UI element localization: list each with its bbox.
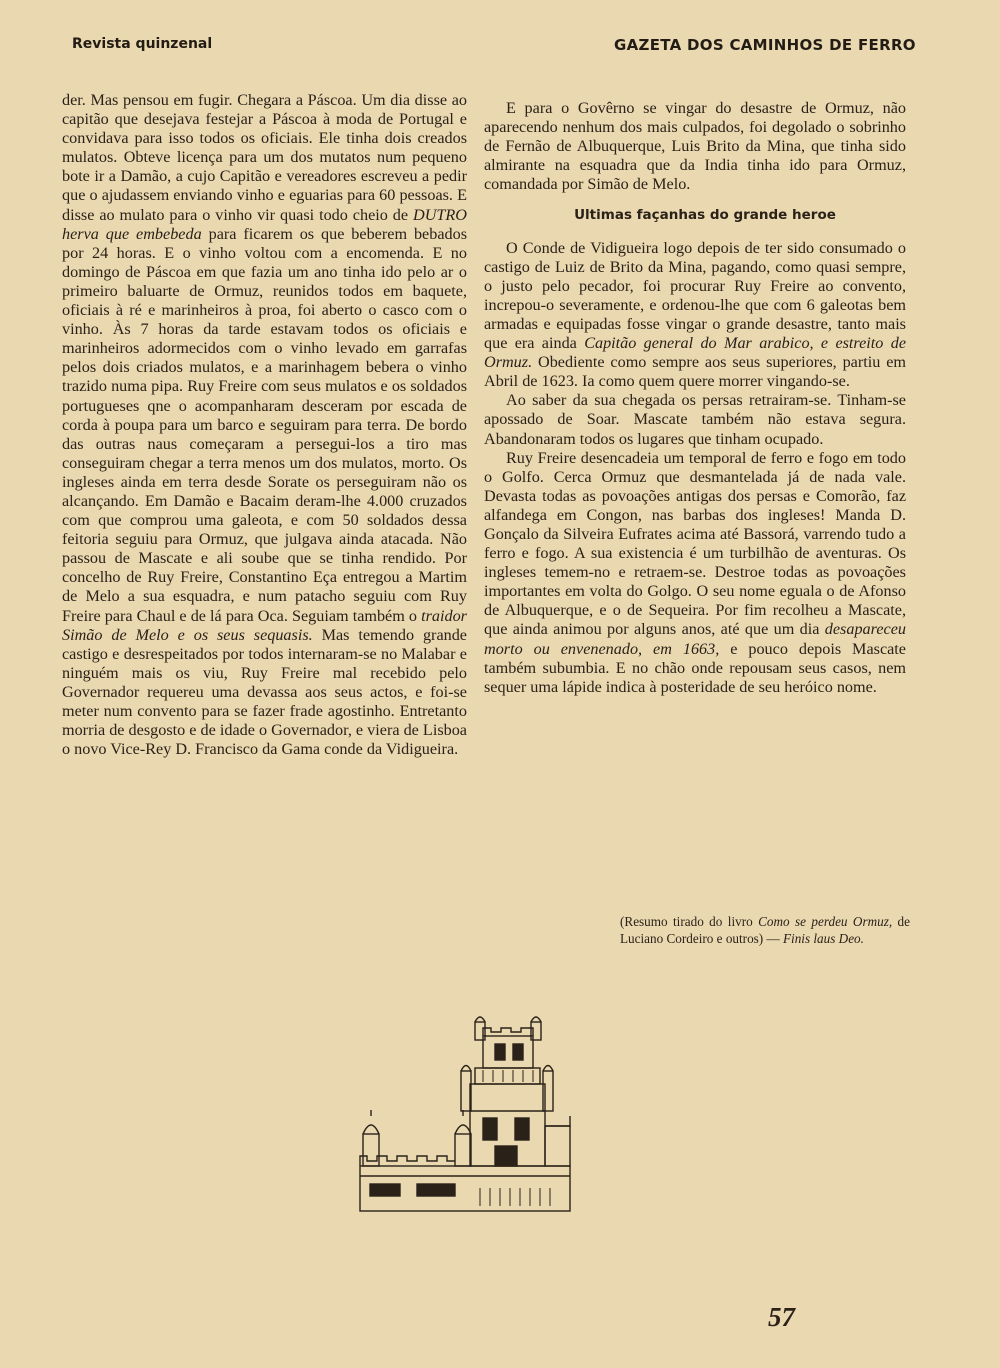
right-paragraph-3: Ao saber da sua chegada os persas retrairam-se. Tinham-se apossado de Soar. Mascate também não estava segura. Abandonaram todos os lugares que tinham ocupado. [484, 391, 906, 448]
right-paragraph-2: O Conde de Vidigueira logo depois de ter sido consumado o castigo de Luiz de Brito da Mina, pagando, como quasi sempre, o justo pelo pecador, foi procurar Ruy Freire ao convento, increpou-o severamente, e ordenou-lhe que com 6 galeotas bem armadas e equipadas fosse vingar o grande desastre, tanto mais que era ainda Capitão general do Mar arabico, e estreito de Ormuz. Obediente como sempre aos seus superiores, partiu em Abril de 1623. Ia como quem quere morrer vingando-se. [484, 238, 907, 391]
italic-phrase: traidor Simão de Melo e os seus sequasis. [62, 606, 467, 644]
source-note: (Resumo tirado do livro Como se perdeu Ormuz, de Luciano Cordeiro e outros) — Finis laus Deo. [620, 914, 910, 946]
italic-phrase: Capitão general do Mar arabico, e estreito de Ormuz. [484, 334, 907, 372]
page-number: 57 [768, 1302, 795, 1332]
right-paragraph-1: E para o Govêrno se vingar do desastre de Ormuz, não aparecendo nenhum dos mais culpados, foi degolado o sobrinho de Fernão de Albuquerque, Luis Brito da Mina, que tinha sido almirante na esquadra que da India tinha ido para Ormuz, comandada por Simão de Melo. [484, 99, 906, 194]
right-column [484, 99, 906, 697]
left-column [62, 91, 467, 759]
tower-of-belem-illustration [355, 1016, 590, 1216]
section-subheading: Ultimas façanhas do grande heroe [574, 207, 836, 224]
header-left: Revista quinzenal [72, 36, 213, 52]
header-right: GAZETA DOS CAMINHOS DE FERRO [614, 36, 916, 54]
right-paragraph-4: Ruy Freire desencadeia um temporal de ferro e fogo em todo o Golfo. Cerca Ormuz que desmantelada já de nada vale. Devasta todas as povoações antigas dos persas e Comorão, faz alfandega em Congon, nas barbas dos ingleses! Manda D. Gonçalo da Silveira Eufrates acima até Bassorá, varrendo tudo a ferro e fogo. A sua existencia é um turbilhão de aventuras. Os ingleses temem-no e retraem-se. Destroe todas as povoações importantes em volta do Golgo. O seu nome eguala o de Afonso de Albuquerque, e o de Sequeira. Por fim recolheu a Mascate, que ainda animou por alguns anos, até que um dia desapareceu morto ou envenenado, em 1663, e pouco depois Mascate também subumbia. E no chão onde repousam seus casos, nem sequer uma lápide indica à posteridade de seu heróico nome. [484, 448, 906, 696]
italic-phrase: DUTRO herva que embebeda [62, 205, 467, 243]
left-paragraph: der. Mas pensou em fugir. Chegara a Páscoa. Um dia disse ao capitão que desejava festejar a Páscoa à moda de Portugal e convidava para isso todos os oficiais. Ele tinha dois creados mulatos. Obteve licença para um dos mutatos num pequeno bote ir a Damão, a cujo Capitão e vereadores escreveu a pedir que o ajudassem enviando vinho e eguarias para 60 pessoas. E disse ao mulato para o vinho vir quasi todo cheio de DUTRO herva que embebeda para ficarem os que beberem bebados por 24 horas. E o vinho voltou com a encomenda. E no domingo de Páscoa em que fazia um ano tinha ido pelo ar o primeiro baluarte de Ormuz, reunidos todos em baquete, oficiais à ré e marinheiros à proa, foi aberto o casco com o vinho. Às 7 horas da tarde estavam todos os oficiais e marinheiros adormecidos com o vinho levado em garrafas pelos dois criados mulatos, e a marinhagem bebera o vinho trazido numa pipa. Ruy Freire com seus mulatos e os soldados portugueses qne o acompanharam desceram por escada de corda à poupa para um barco e seguiram para terra. De bordo das outras naus começaram a persegui-los a tiro mas conseguiram chegar a terra menos um dos mulatos, morto. Os ingleses ainda em terra desde Sorate os perseguiram não os alcançando. Em Damão e Bacaim deram-lhe 4.000 cruzados com que comprou uma galeota, e com 50 soldados dessa feitoria seguiu para Ormuz, que julgava ainda atacada. Não passou de Mascate e ali soube que se tinha rendido. Por concelho de Ruy Freire, Constantino Eça entregou a Martim de Melo a sua esquadra, e num patacho seguiu com Ruy Freire para Chaul e de lá para Oca. Seguiam também o traidor Simão de Melo e os seus sequasis. Mas temendo grande castigo e desrespeitados por todos internaram-se no Malabar e ninguém mais os viu, Ruy Freire mal recebido pelo Governador requereu uma devassa aos seus actos, e foi-se meter num convento para se fazer frade agostinho. Entretanto morria de desgosto e de idade o Governador, e viera de Lisboa o novo Vice-Rey D. Francisco da Gama conde da Vidigueira. [62, 91, 467, 759]
italic-phrase: desapareceu morto ou envenenado, em 1663, [484, 620, 906, 658]
